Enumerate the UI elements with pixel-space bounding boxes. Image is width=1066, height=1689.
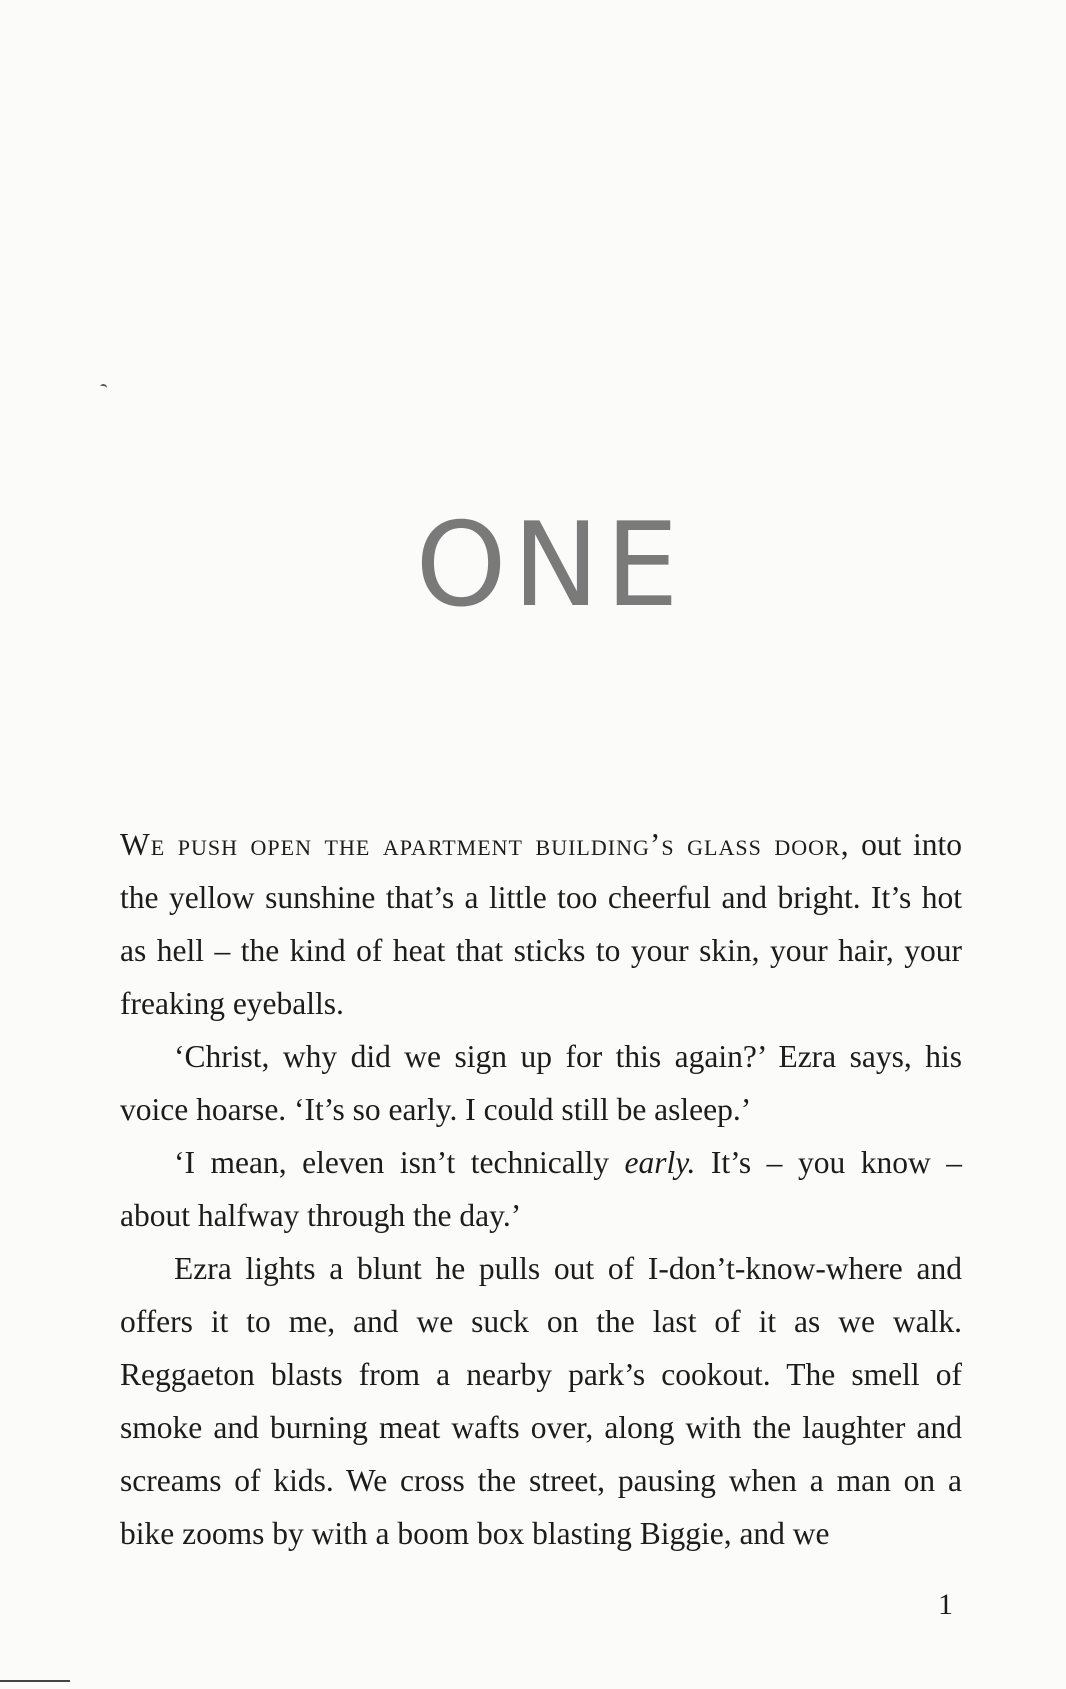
page-number: 1 [938, 1588, 953, 1621]
paragraph-3 [120, 1136, 962, 1242]
paragraph-4: Ezra lights a blunt he pulls out of I-don’t-know-where and offers it to me, and we suck on the last of it as we walk. Reggaeton blasts from a nearby park’s cookout. The smell of smoke and burning meat wafts over, along with the laughter and screams of kids. We cross the street, pausing when a man on a bike zooms by with a boom box blasting Biggie, and we [120, 1251, 962, 1551]
body-text [120, 818, 962, 1560]
paragraph-1-text: out into the yellow sunshine that’s a little too cheerful and bright. It’s hot as hell – the kind of heat that sticks to your skin, your hair, your freaking eyeballs. [120, 827, 962, 1021]
paragraph-3-emphasis: early. [624, 1145, 696, 1180]
bottom-edge-rule [0, 1680, 70, 1682]
chapter-title: ONE [415, 497, 685, 633]
paragraph-3-before: ‘I mean, eleven isn’t technically [174, 1145, 625, 1180]
paragraph-1 [120, 818, 962, 1030]
opening-smallcaps: We push open the apartment building’s glass door, [120, 827, 850, 862]
paragraph-2: ‘Christ, why did we sign up for this again?’ Ezra says, his voice hoarse. ‘It’s so early. I could still be asleep.’ [120, 1039, 962, 1127]
stray-ink-mark [99, 383, 107, 390]
paragraph-3-after: It’s – you know – about halfway through the day.’ [120, 1145, 962, 1233]
